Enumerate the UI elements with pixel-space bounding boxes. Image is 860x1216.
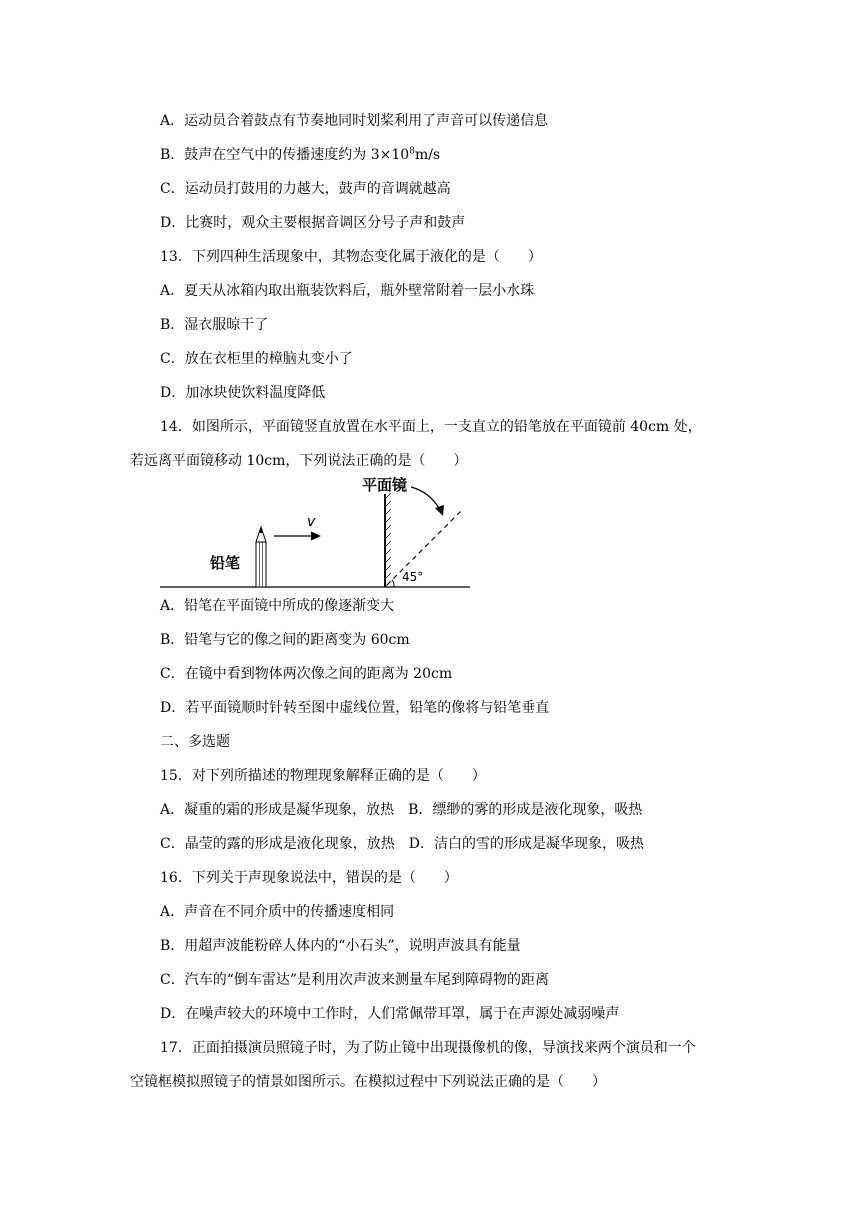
angle-arc: [392, 580, 394, 587]
q14-option-c: C．在镜中看到物体两次像之间的距离为 20cm: [160, 666, 453, 682]
q15-option-b: B．缥缈的雾的形成是液化现象，吸热: [408, 802, 643, 818]
rotation-arrow-icon: [411, 487, 444, 516]
q16-stem: 16．下列关于声现象说法中，错误的是（ ）: [160, 870, 458, 886]
q12-option-b-exponent: 8: [409, 146, 415, 157]
q15-options-row1: [160, 800, 642, 820]
q13-option-c: C．放在衣柜里的樟脑丸变小了: [160, 351, 353, 367]
q13-stem: 13．下列四种生活现象中，其物态变化属于液化的是（ ）: [160, 249, 542, 265]
q13-option-d: D．加冰块使饮料温度降低: [160, 385, 326, 401]
q12-option-b-unit: m/s: [414, 147, 441, 163]
q12-option-a: A．运动员合着鼓点有节奏地同时划桨利用了声音可以传递信息: [160, 113, 549, 129]
plane-mirror-icon: [385, 493, 391, 587]
mirror-label: 平面镜: [362, 476, 408, 494]
pencil-icon: [256, 527, 266, 587]
pencil-label: 铅笔: [210, 554, 241, 572]
q14-option-b: B．铅笔与它的像之间的距离变为 60cm: [160, 632, 410, 648]
q12-option-b: [160, 145, 440, 165]
q17-stem-line1: 17．正面拍摄演员照镜子时，为了防止镜中出现摄像机的像，导演找来两个演员和一个: [160, 1040, 696, 1056]
q13-option-a: A．夏天从冰箱内取出瓶装饮料后，瓶外壁常附着一层小水珠: [160, 283, 535, 299]
q15-option-d: D．洁白的雪的形成是凝华现象，吸热: [408, 836, 644, 852]
q14-option-d: D．若平面镜顺时针转至图中虚线位置，铅笔的像将与铅笔垂直: [160, 700, 550, 716]
rotated-mirror-dashed-line: [387, 509, 463, 585]
q14-option-a: A．铅笔在平面镜中所成的像逐渐变大: [160, 598, 395, 614]
q15-option-a: A．凝重的霜的形成是凝华现象，放热: [160, 802, 395, 818]
q12-option-d: D．比赛时，观众主要根据音调区分号子声和鼓声: [160, 215, 466, 231]
q13-option-b: B．湿衣服晾干了: [160, 317, 269, 333]
q15-stem: 15．对下列所描述的物理现象解释正确的是（ ）: [160, 768, 486, 784]
q16-option-c: C．汽车的“倒车雷达”是利用次声波来测量车尾到障碍物的距离: [160, 972, 550, 988]
q12-option-b-text: B．鼓声在空气中的传播速度约为 3×10: [160, 147, 410, 163]
velocity-arrow-icon: [274, 532, 321, 541]
q14-figure: [158, 470, 472, 594]
angle-label: 45°: [402, 570, 424, 584]
q16-option-a: A．声音在不同介质中的传播速度相同: [160, 904, 395, 920]
velocity-label: v: [307, 514, 316, 530]
q12-option-c: C．运动员打鼓用的力越大，鼓声的音调就越高: [160, 181, 451, 197]
q15-option-c: C．晶莹的露的形成是液化现象，放热: [160, 836, 395, 852]
q16-option-d: D．在噪声较大的环境中工作时，人们常佩带耳罩，属于在声源处减弱噪声: [160, 1006, 620, 1022]
q15-options-row2: [160, 834, 644, 854]
q14-stem-line2: 若远离平面镜移动 10cm，下列说法正确的是（ ）: [130, 453, 468, 469]
section-heading-multiple-choice: 二、多选题: [160, 734, 230, 750]
q17-stem-line2: 空镜框模拟照镜子的情景如图所示。在模拟过程中下列说法正确的是（ ）: [130, 1074, 606, 1090]
q14-stem-line1: 14．如图所示，平面镜竖直放置在水平面上，一支直立的铅笔放在平面镜前 40cm 处，: [160, 419, 702, 435]
q16-option-b: B．用超声波能粉碎人体内的“小石头”，说明声波具有能量: [160, 938, 521, 954]
